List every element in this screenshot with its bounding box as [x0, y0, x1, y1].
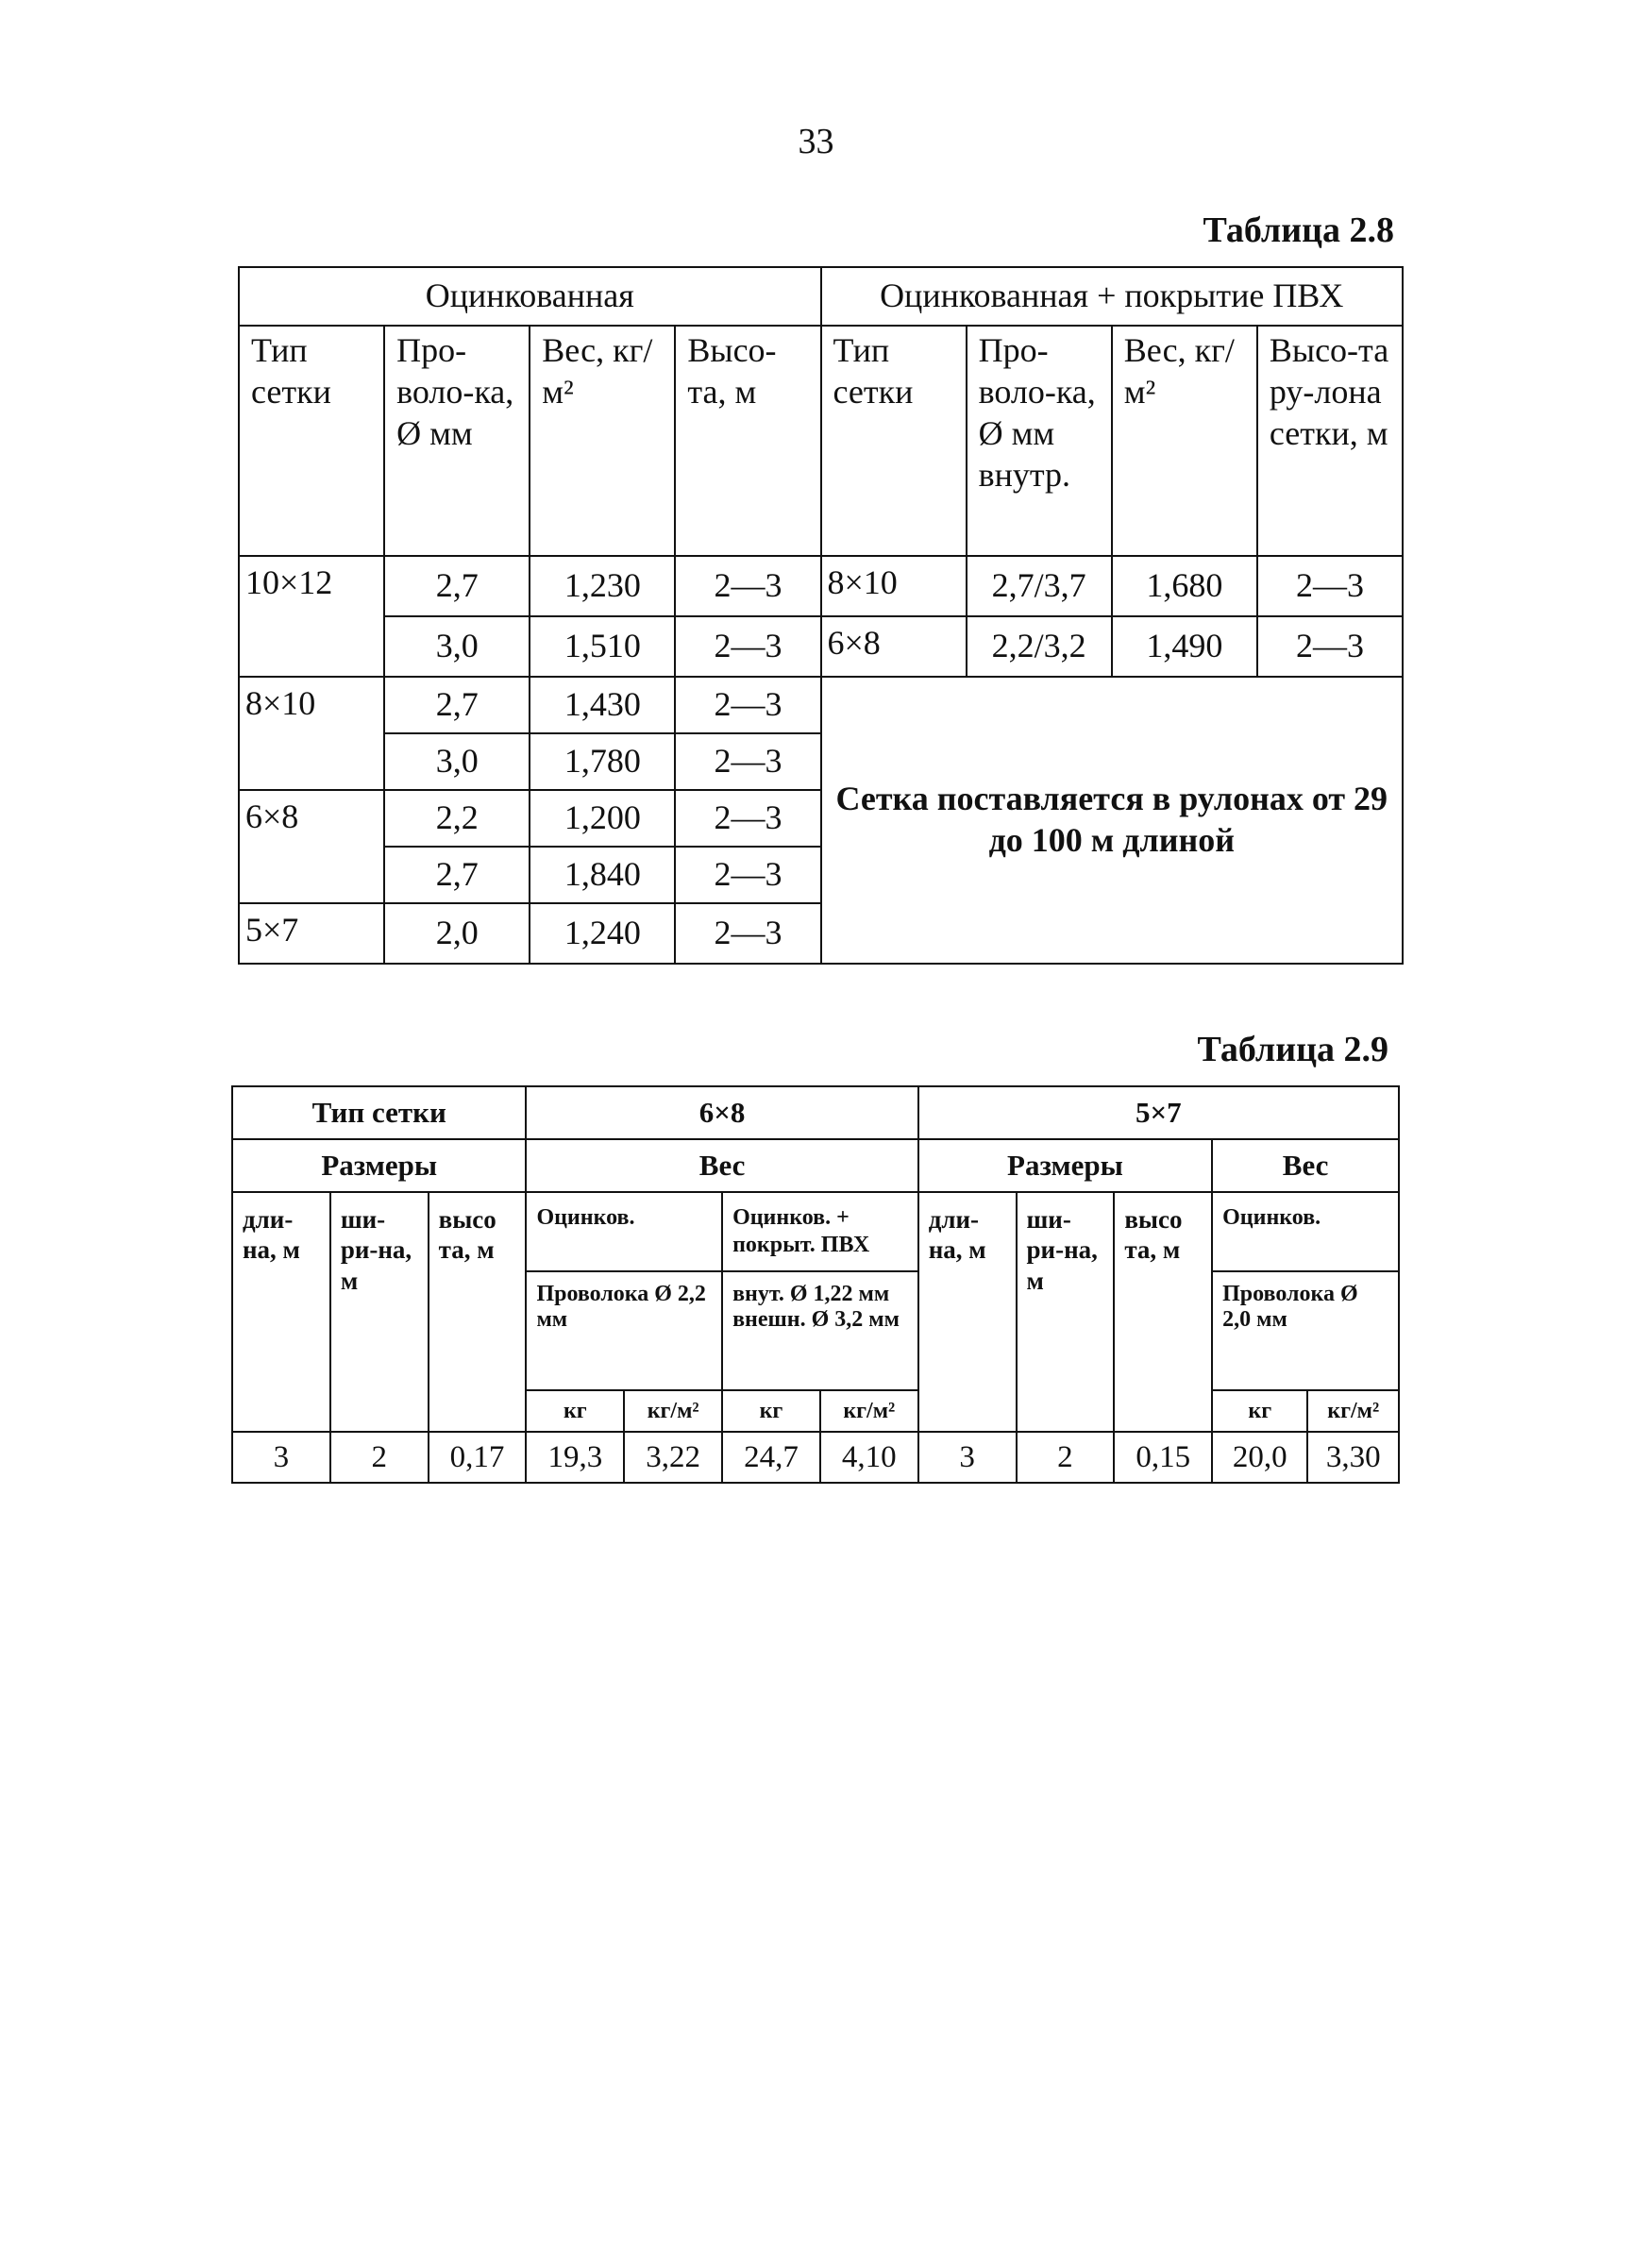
header-height: высо та, м: [429, 1192, 527, 1432]
sizes-label: Размеры: [232, 1139, 526, 1192]
cell-height: 2—3: [675, 556, 820, 616]
table-row: [239, 677, 1403, 733]
header-pvc-weight: Вес, кг/м²: [1112, 326, 1257, 556]
cell-height: 2—3: [675, 616, 820, 677]
table-cell: 0,17: [429, 1432, 527, 1483]
cell-weight: 1,200: [530, 790, 675, 847]
header-height-5x7: высо та, м: [1114, 1192, 1212, 1432]
group-galvanized: Оцинкованная: [239, 267, 821, 326]
cell-pvc-height: 2—3: [1257, 616, 1403, 677]
header-length-5x7: дли-на, м: [918, 1192, 1017, 1432]
header-width-5x7: ши-ри-на, м: [1017, 1192, 1115, 1432]
cell-height: 2—3: [675, 733, 820, 790]
weight-label-5x7: Вес: [1212, 1139, 1399, 1192]
cell-weight: 1,510: [530, 616, 675, 677]
table-cell: 20,0: [1212, 1432, 1307, 1483]
page-number: 33: [798, 122, 834, 161]
table-cell: 3,22: [624, 1432, 722, 1483]
cell-type: 6×8: [239, 790, 384, 903]
header-pvc-height: Высо-та ру-лона сетки, м: [1257, 326, 1403, 556]
cell-pvc-weight: 1,680: [1112, 556, 1257, 616]
cell-type: 10×12: [239, 556, 384, 677]
table-row: [239, 616, 1403, 677]
table-row: [239, 556, 1403, 616]
cell-weight: 1,430: [530, 677, 675, 733]
cell-wire: 2,2: [384, 790, 530, 847]
unit-kg: кг: [1212, 1390, 1307, 1432]
cell-type: 8×10: [239, 677, 384, 790]
cell-weight: 1,230: [530, 556, 675, 616]
header-pvc-mesh-type: Тип сетки: [821, 326, 967, 556]
cell-pvc-wire: 2,7/3,7: [967, 556, 1112, 616]
header-pvc-wire: Про-воло-ка, Ø мм внутр.: [967, 326, 1112, 556]
table-2-9: [231, 1085, 1400, 1484]
table-cell: 2: [330, 1432, 429, 1483]
sizes-label-5x7: Размеры: [918, 1139, 1212, 1192]
cell-height: 2—3: [675, 847, 820, 903]
cell-wire: 2,7: [384, 847, 530, 903]
cell-weight: 1,840: [530, 847, 675, 903]
cell-type: 5×7: [239, 903, 384, 964]
table-cell: 0,15: [1114, 1432, 1212, 1483]
table-2-8: [238, 266, 1404, 965]
table-cell: 3: [918, 1432, 1017, 1483]
table-cell: 3: [232, 1432, 330, 1483]
wire-pvc: внут. Ø 1,22 мм внешн. Ø 3,2 мм: [722, 1271, 918, 1390]
header-mesh-type: Тип сетки: [239, 326, 384, 556]
wire-6x8: Проволока Ø 2,2 мм: [526, 1271, 722, 1390]
cell-wire: 2,0: [384, 903, 530, 964]
table-row: [232, 1432, 1399, 1483]
galvanized-pvc-label: Оцинков. + покрыт. ПВХ: [722, 1192, 918, 1271]
mesh-type-5x7: 5×7: [918, 1086, 1399, 1139]
mesh-type-label: Тип сетки: [232, 1086, 526, 1139]
cell-height: 2—3: [675, 903, 820, 964]
cell-height: 2—3: [675, 677, 820, 733]
galvanized-label-5x7: Оцинков.: [1212, 1192, 1399, 1271]
header-weight: Вес, кг/м²: [530, 326, 675, 556]
cell-pvc-type: 8×10: [821, 556, 967, 616]
table-cell: 2: [1017, 1432, 1115, 1483]
supply-note: Сетка поставляется в рулонах от 29 до 100 м длиной: [821, 677, 1404, 964]
table-2-9-caption: Таблица 2.9: [1197, 1030, 1388, 1069]
table-cell: 24,7: [722, 1432, 820, 1483]
cell-pvc-type: 6×8: [821, 616, 967, 677]
cell-wire: 3,0: [384, 616, 530, 677]
cell-wire: 3,0: [384, 733, 530, 790]
wire-5x7: Проволока Ø 2,0 мм: [1212, 1271, 1399, 1390]
table-2-9-body: [232, 1432, 1399, 1483]
cell-weight: 1,240: [530, 903, 675, 964]
table-cell: 3,30: [1307, 1432, 1399, 1483]
table-cell: 4,10: [820, 1432, 918, 1483]
cell-height: 2—3: [675, 790, 820, 847]
header-height: Высо-та, м: [675, 326, 820, 556]
cell-weight: 1,780: [530, 733, 675, 790]
cell-pvc-wire: 2,2/3,2: [967, 616, 1112, 677]
header-wire: Про-воло-ка, Ø мм: [384, 326, 530, 556]
cell-pvc-height: 2—3: [1257, 556, 1403, 616]
table-2-8-caption: Таблица 2.8: [1203, 210, 1394, 250]
unit-kg: кг: [722, 1390, 820, 1432]
galvanized-label: Оцинков.: [526, 1192, 722, 1271]
cell-pvc-weight: 1,490: [1112, 616, 1257, 677]
mesh-type-6x8: 6×8: [526, 1086, 917, 1139]
header-width: ши-ри-на, м: [330, 1192, 429, 1432]
table-cell: 19,3: [526, 1432, 624, 1483]
weight-label: Вес: [526, 1139, 917, 1192]
unit-kg: кг: [526, 1390, 624, 1432]
unit-kgm2: кг/м²: [624, 1390, 722, 1432]
group-galvanized-pvc: Оцинкованная + покрытие ПВХ: [821, 267, 1404, 326]
unit-kgm2: кг/м²: [1307, 1390, 1399, 1432]
unit-kgm2: кг/м²: [820, 1390, 918, 1432]
cell-wire: 2,7: [384, 556, 530, 616]
header-length: дли-на, м: [232, 1192, 330, 1432]
cell-wire: 2,7: [384, 677, 530, 733]
